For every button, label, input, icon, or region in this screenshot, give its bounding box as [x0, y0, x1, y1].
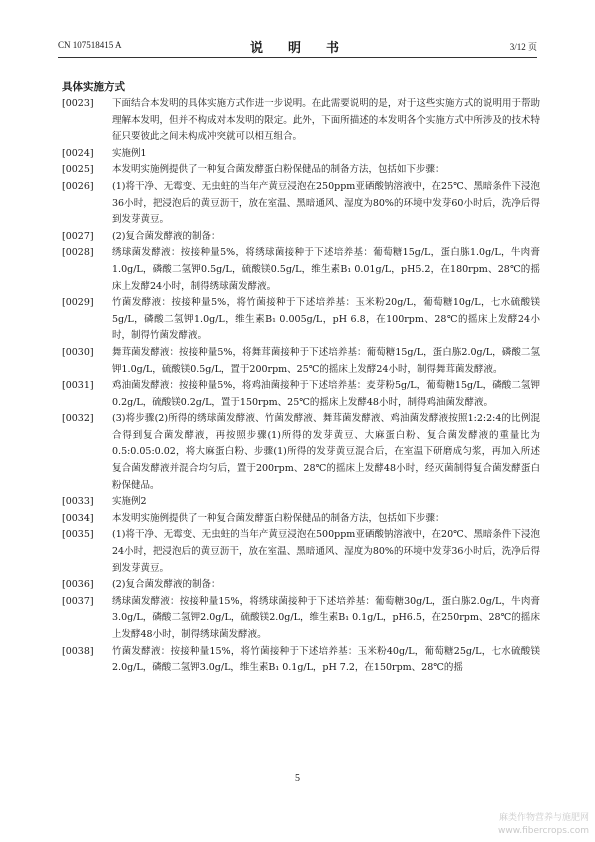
document-body	[62, 79, 540, 677]
paragraph-number: [0036]	[62, 579, 94, 591]
paragraph-number: [0023]	[62, 98, 94, 109]
paragraph	[62, 229, 540, 246]
paragraph	[62, 146, 540, 163]
paragraph	[62, 594, 540, 644]
paragraph-number: [0031]	[62, 380, 94, 392]
paragraph-number: [0029]	[62, 297, 94, 309]
paragraph-number: [0032]	[62, 413, 94, 425]
paragraph-number: [0033]	[62, 496, 94, 508]
paragraph-number: [0035]	[62, 529, 94, 541]
paragraph-text: (1)将干净、无霉变、无虫蛀的当年产黄豆浸泡在500ppm亚硒酸钠溶液中，在20℃、黑暗条件下浸泡24小时，把浸泡后的黄豆沥干，放在室温、黑暗通风、湿度为80%的环境中发芽36小时后，洗净后得到发芽黄豆。	[112, 529, 540, 574]
paragraph-text: (3)将步骤(2)所得的绣球菌发酵液、竹菌发酵液、舞茸菌发酵液、鸡油菌发酵液按照1:2:2:4的比例混合得到复合菌发酵液，再按照步骤(1)所得的发芽黄豆、大麻蛋白粉、复合菌发酵液的重量比为0.5:0.05:0.02，将大麻蛋白粉、步骤(1)所得的发芽黄豆混合后，在室温下研磨成匀浆，再加入所述复合菌发酵液并混合均匀后，置于200rpm、28℃的摇床上发酵48小时，经灭菌制得复合菌发酵蛋白粉保健品。	[112, 413, 540, 491]
watermark-line-1: 麻类作物营养与施肥网	[498, 813, 589, 823]
paragraph	[62, 96, 540, 146]
paragraph-list	[62, 96, 540, 677]
paragraph-number: [0024]	[62, 147, 94, 159]
paragraph-number: [0026]	[62, 180, 94, 192]
paragraph-text: 本发明实施例提供了一种复合菌发酵蛋白粉保健品的制备方法，包括如下步骤：	[112, 512, 445, 524]
paragraph-text: 鸡油菌发酵液：按接种量5%，将鸡油菌接种于下述培养基：麦芽粉5g/L，葡萄糖15g/L，磷酸二氢钾0.2g/L，硫酸镁0.2g/L，置于150rpm、25℃的摇床上发酵48小时，制得鸡油菌发酵液。	[112, 380, 540, 408]
paragraph	[62, 411, 540, 494]
paragraph-text: 下面结合本发明的具体实施方式作进一步说明。在此需要说明的是，对于这些实施方式的说明用于帮助理解本发明，但并不构成对本发明的限定。此外，下面所描述的本发明各个实施方式中所涉及的技术特征只要彼此之间未构成冲突就可以相互组合。	[112, 98, 540, 143]
paragraph-number: [0028]	[62, 247, 94, 259]
paragraph	[62, 245, 540, 295]
page-indicator: 3/12 页	[509, 42, 537, 52]
watermark-line-2: www.fibercrops.com	[498, 826, 589, 836]
section-title: 具体实施方式	[62, 81, 125, 93]
paragraph-text: 绣球菌发酵液：按接种量15%，将绣球菌接种于下述培养基：葡萄糖30g/L，蛋白胨2.0g/L，牛肉膏3.0g/L，磷酸二氢钾2.0g/L，硫酸镁2.0g/L，维生素B₁ 0.1g/L，pH6.5，在250rpm、28℃的摇床上发酵48小时，制得绣球菌发酵液。	[112, 595, 540, 640]
paragraph	[62, 295, 540, 345]
paragraph-number: [0027]	[62, 230, 94, 242]
paragraph-text: 本发明实施例提供了一种复合菌发酵蛋白粉保健品的制备方法，包括如下步骤：	[112, 164, 445, 176]
paragraph	[62, 494, 540, 511]
paragraph	[62, 511, 540, 528]
paragraph	[62, 345, 540, 378]
paragraph-text: (2)复合菌发酵液的制备：	[112, 579, 221, 591]
paragraph	[62, 378, 540, 411]
paragraph-number: [0030]	[62, 346, 94, 358]
paragraph-text: 实施例1	[112, 147, 147, 159]
paragraph-text: 竹菌发酵液：按接种量15%，将竹菌接种于下述培养基：玉米粉40g/L，葡萄糖25g/L，七水硫酸镁2.0g/L，磷酸二氢钾3.0g/L，维生素B₁ 0.1g/L，pH 7.2，在150rpm、28℃的摇	[112, 645, 540, 674]
paragraph	[62, 527, 540, 577]
paragraph-text: 舞茸菌发酵液：按接种量5%，将舞茸菌接种于下述培养基：葡萄糖15g/L，蛋白胨2.0g/L，磷酸二氢钾1.0g/L，硫酸镁0.5g/L，置于200rpm、25℃的摇床上发酵24小时，制得舞茸菌发酵液。	[112, 346, 540, 375]
paragraph	[62, 644, 540, 677]
watermark	[498, 812, 589, 838]
page-number: 5	[295, 773, 300, 784]
paragraph	[62, 162, 540, 179]
document-title: 说 明 书	[249, 41, 345, 56]
patent-number: CN 107518415 A	[58, 40, 122, 50]
paragraph-text: 绣球菌发酵液：按接种量5%，将绣球菌接种于下述培养基：葡萄糖15g/L，蛋白胨1.0g/L，牛肉膏1.0g/L，磷酸二氢钾0.5g/L，硫酸镁0.5g/L，维生素B₁ 0.01g/L，pH5.2，在180rpm、28℃的摇床上发酵24小时，制得绣球菌发酵液。	[112, 247, 540, 292]
paragraph-text: (2)复合菌发酵液的制备：	[112, 230, 221, 242]
paragraph-number: [0038]	[62, 645, 94, 657]
paragraph	[62, 577, 540, 594]
paragraph-text: 实施例2	[112, 496, 147, 508]
paragraph-number: [0025]	[62, 164, 94, 176]
page-header	[58, 38, 537, 56]
paragraph-text: (1)将干净、无霉变、无虫蛀的当年产黄豆浸泡在250ppm亚硒酸钠溶液中，在25℃、黑暗条件下浸泡36小时，把浸泡后的黄豆沥干，放在室温、黑暗通风、湿度为80%的环境中发芽60小时后，洗净后得到发芽黄豆。	[112, 180, 540, 226]
paragraph-text: 竹菌发酵液：按接种量5%，将竹菌接种于下述培养基：玉米粉20g/L，葡萄糖10g/L，七水硫酸镁5g/L，磷酸二氢钾1.0g/L，维生素B₁ 0.005g/L，pH 6.8，在100rpm、28℃的摇床上发酵24小时，制得竹菌发酵液。	[112, 297, 540, 342]
header-divider	[58, 57, 537, 58]
paragraph	[62, 179, 540, 229]
paragraph-number: [0034]	[62, 512, 94, 524]
paragraph-number: [0037]	[62, 595, 94, 607]
